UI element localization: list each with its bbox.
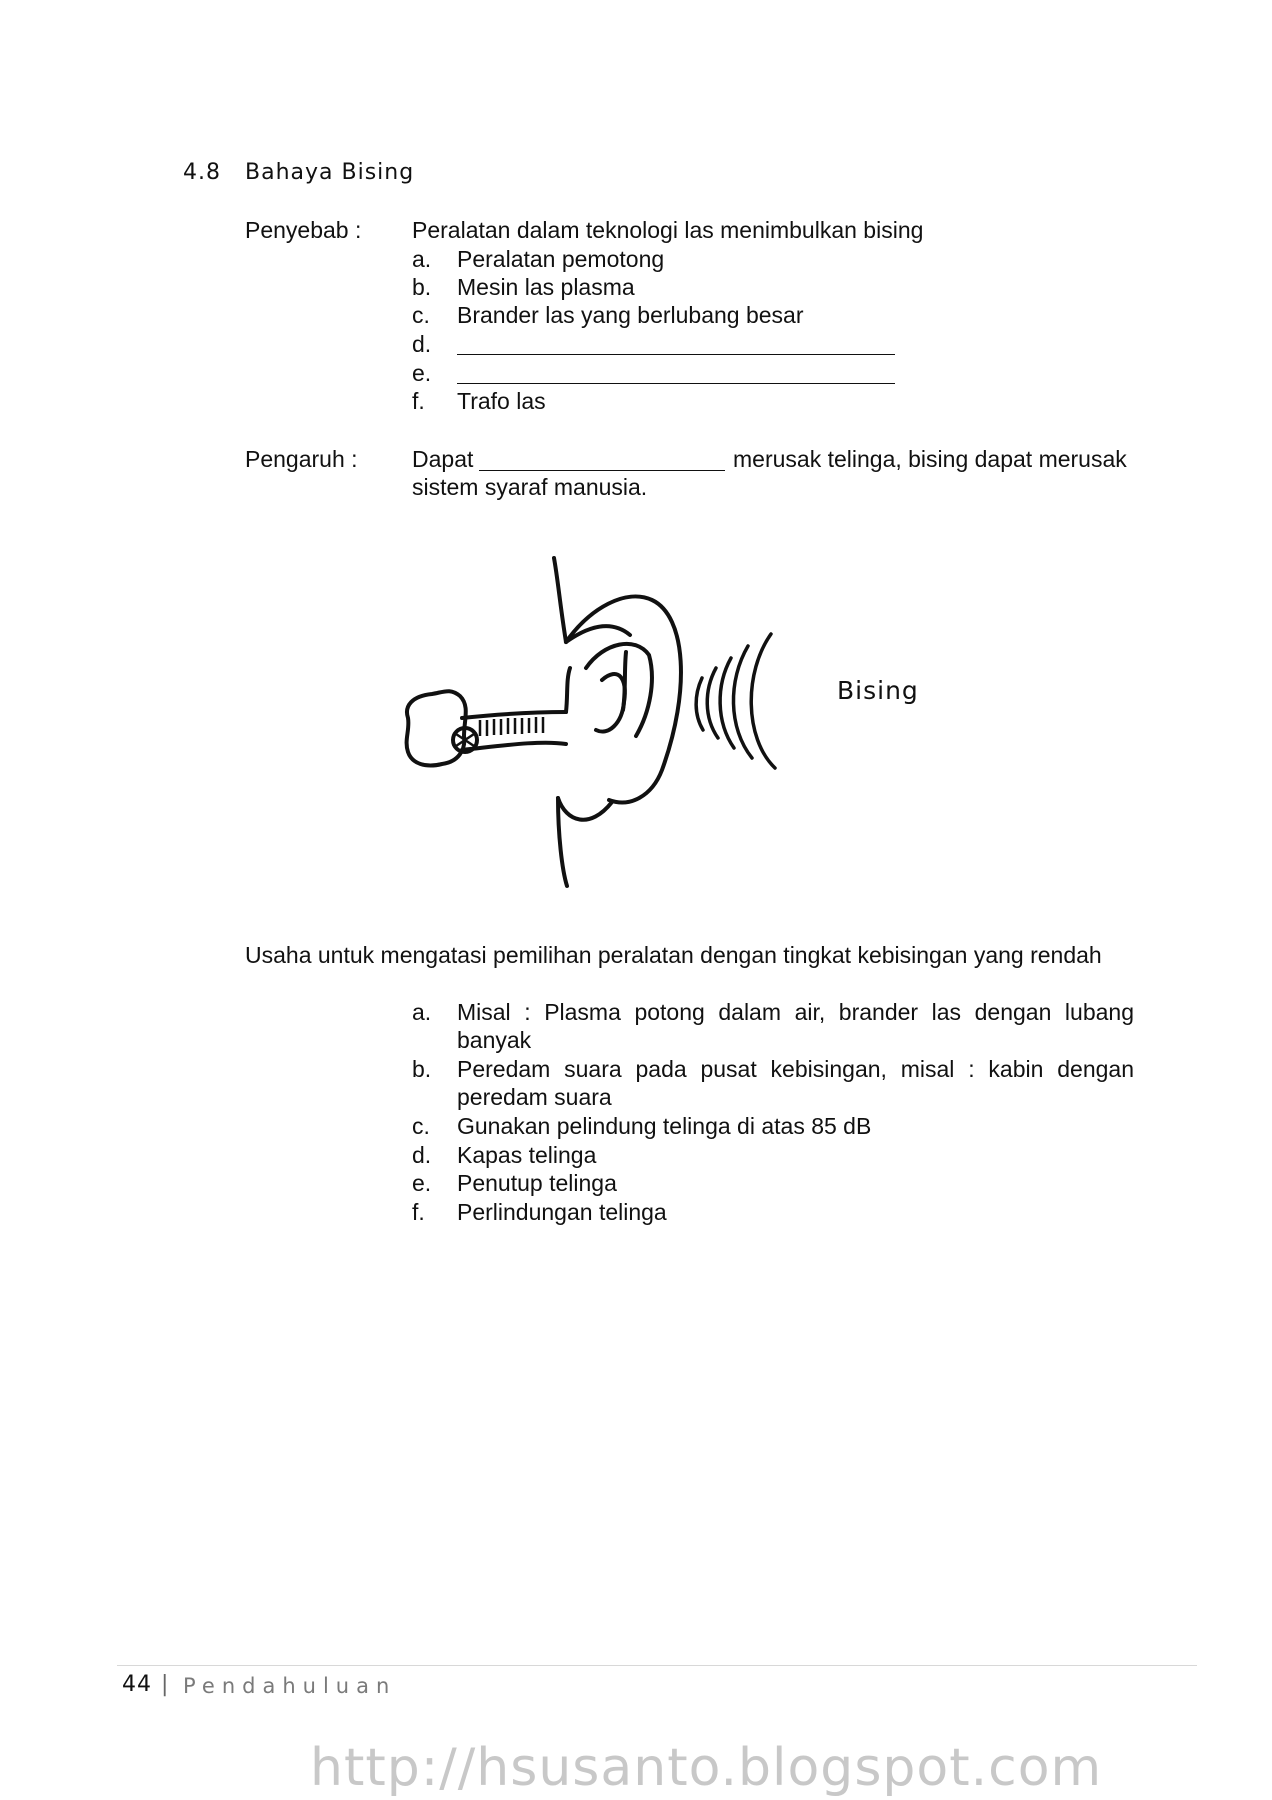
cause-item-c: Brander las yang berlubang besar bbox=[457, 302, 804, 328]
cause-item-b: Mesin las plasma bbox=[457, 274, 635, 300]
ear-canal-entry bbox=[566, 668, 570, 712]
mitigation-marker-c: c. bbox=[412, 1113, 430, 1139]
section-title: Bahaya Bising bbox=[245, 160, 415, 185]
cause-marker-d: d. bbox=[412, 331, 432, 357]
cause-blank-e bbox=[457, 363, 895, 384]
effect-text-after: merusak telinga, bising dapat merusak bbox=[733, 446, 1127, 472]
mitigation-marker-f: f. bbox=[412, 1199, 425, 1225]
mitigation-intro: Usaha untuk mengatasi pemilihan peralatan dengan tingkat kebisingan yang rendah bbox=[245, 942, 1102, 968]
mitigation-item-e: Penutup telinga bbox=[457, 1170, 617, 1196]
ear-lobe bbox=[558, 798, 612, 820]
effect-blank bbox=[479, 450, 725, 471]
effect-text-before: Dapat bbox=[412, 446, 474, 472]
mitigation-item-d: Kapas telinga bbox=[457, 1142, 597, 1168]
footer-rule bbox=[117, 1665, 1197, 1666]
sound-wave-2 bbox=[707, 668, 718, 738]
inner-ear bbox=[407, 691, 466, 765]
cause-marker-f: f. bbox=[412, 388, 425, 414]
sound-wave-4 bbox=[733, 646, 752, 758]
cause-marker-e: e. bbox=[412, 360, 432, 386]
mitigation-marker-b: b. bbox=[412, 1056, 432, 1082]
cause-intro: Peralatan dalam teknologi las menimbulkan bising bbox=[412, 217, 924, 243]
footer-separator: | bbox=[161, 1672, 169, 1697]
cause-blank-d bbox=[457, 334, 895, 355]
cause-item-a: Peralatan pemotong bbox=[457, 246, 665, 272]
ear-canal-upper bbox=[462, 712, 566, 718]
mitigation-marker-d: d. bbox=[412, 1142, 432, 1168]
mitigation-item-b: Peredam suara pada pusat kebisingan, misal : kabin dengan peredam suara bbox=[457, 1056, 1134, 1110]
cause-item-f: Trafo las bbox=[457, 388, 546, 414]
section-number: 4.8 bbox=[183, 160, 221, 185]
footer-chapter: Pendahuluan bbox=[183, 1674, 397, 1698]
ear-concha bbox=[596, 674, 625, 732]
cause-marker-c: c. bbox=[412, 302, 430, 328]
page-number: 44 bbox=[122, 1672, 152, 1697]
watermark-url: http://hsusanto.blogspot.com bbox=[310, 1738, 1103, 1798]
sound-wave-5 bbox=[751, 634, 775, 768]
mitigation-item-a: Misal : Plasma potong dalam air, brander las dengan lubang banyak bbox=[457, 999, 1134, 1053]
effect-label: Pengaruh : bbox=[245, 446, 358, 472]
cause-label: Penyebab : bbox=[245, 217, 362, 243]
ear-fold bbox=[623, 652, 626, 710]
figure-label-bising: Bising bbox=[837, 676, 919, 705]
mitigation-item-c: Gunakan pelindung telinga di atas 85 dB bbox=[457, 1113, 872, 1139]
cause-marker-a: a. bbox=[412, 246, 432, 272]
sound-wave-1 bbox=[696, 678, 703, 730]
ear-noise-illustration bbox=[390, 540, 910, 910]
cause-marker-b: b. bbox=[412, 274, 432, 300]
mitigation-item-f: Perlindungan telinga bbox=[457, 1199, 667, 1225]
mitigation-marker-e: e. bbox=[412, 1170, 432, 1196]
effect-line2: sistem syaraf manusia. bbox=[412, 474, 648, 500]
mitigation-marker-a: a. bbox=[412, 999, 432, 1025]
head-outline-top bbox=[554, 558, 566, 642]
